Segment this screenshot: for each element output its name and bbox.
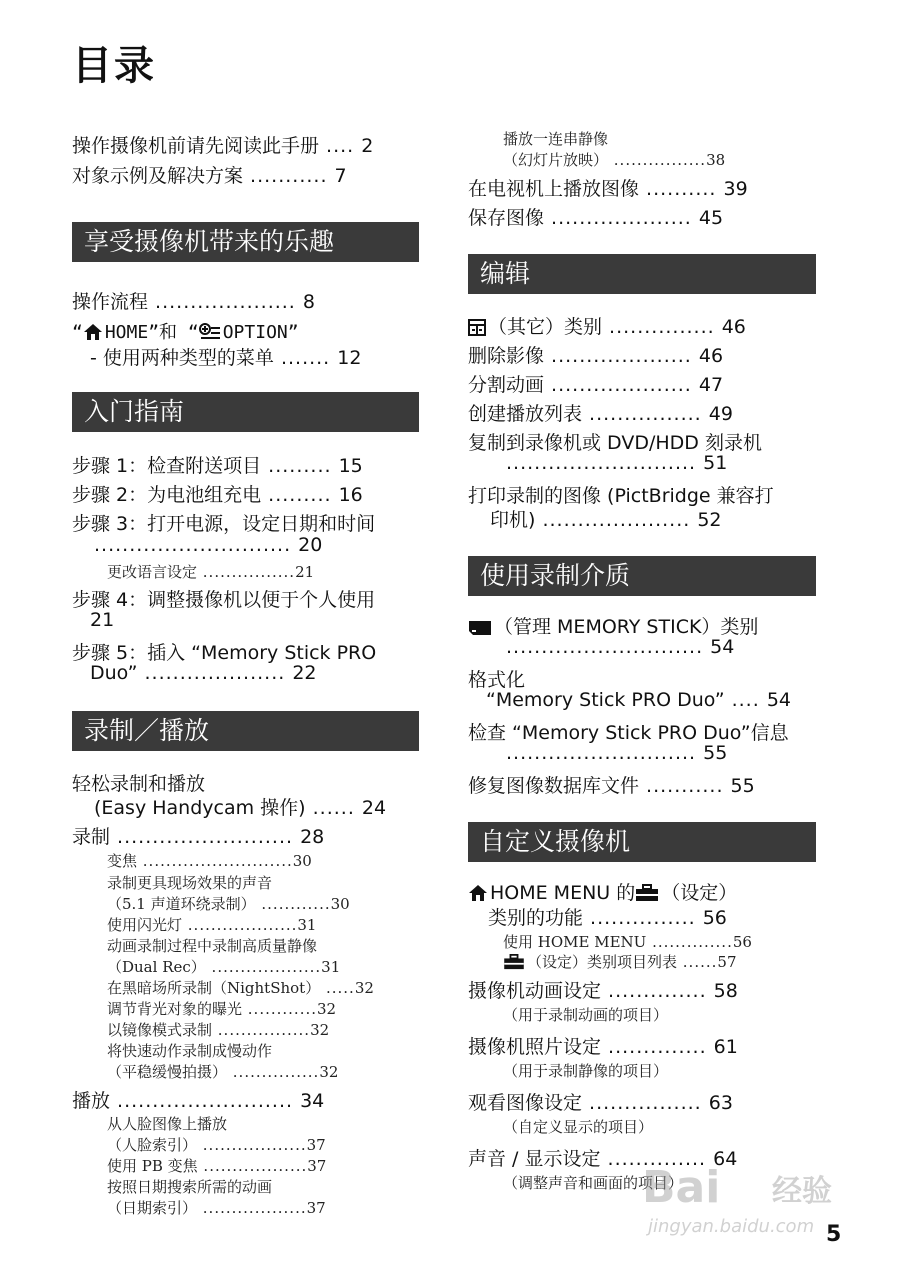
toc-entry[interactable]: 删除影像 .................... 46	[468, 345, 724, 367]
toc-subentry[interactable]: 使用 HOME MENU ..............56	[503, 933, 752, 951]
toc-entry[interactable]: 步骤 3：打开电源，设定日期和时间	[72, 513, 376, 535]
toc-entry[interactable]: 摄像机动画设定 .............. 58	[468, 980, 738, 1002]
watermark-brand-cn: 经验	[772, 1174, 832, 1209]
toc-subentry[interactable]: 调节背光对象的曝光 ............32	[107, 1000, 337, 1018]
toc-subentry[interactable]: 播放一连串静像	[503, 130, 609, 148]
toc-entry[interactable]: 步骤 5：插入 “Memory Stick PRO	[72, 642, 377, 664]
toc-subentry[interactable]: （幻灯片放映） ................38	[503, 151, 726, 169]
toc-entry-cont[interactable]: 21	[90, 609, 115, 631]
toc-entry[interactable]: HOME MENU 的 （设定）	[468, 878, 737, 907]
toc-entry[interactable]: - 使用两种类型的菜单 ....... 12	[90, 347, 362, 369]
toc-subentry[interactable]: （Dual Rec） ...................31	[107, 958, 341, 976]
toc-subentry: （自定义显示的项目）	[503, 1118, 654, 1136]
toc-entry-cont[interactable]: “Memory Stick PRO Duo” .... 54	[486, 689, 791, 711]
toc-entry-cont[interactable]: 类别的功能 ............... 56	[488, 907, 727, 929]
toc-entry[interactable]: 观看图像设定 ................ 63	[468, 1092, 733, 1114]
toc-subentry[interactable]: 以镜像模式录制 ................32	[107, 1021, 330, 1039]
toc-entry[interactable]: 创建播放列表 ................ 49	[468, 403, 733, 425]
toc-entry[interactable]: 轻松录制和播放	[72, 773, 206, 795]
toc-subentry: （用于录制动画的项目）	[503, 1006, 669, 1024]
toc-subentry[interactable]: （设定）类别项目列表 ......57	[503, 951, 737, 974]
toc-entry[interactable]: （管理 MEMORY STICK）类别	[468, 612, 758, 641]
toc-entry[interactable]: 步骤 4：调整摄像机以便于个人使用	[72, 589, 376, 611]
toc-subentry[interactable]: 动画录制过程中录制高质量静像	[107, 937, 318, 955]
toc-entry[interactable]: 步骤 2：为电池组充电 ......... 16	[72, 484, 363, 506]
toc-entry[interactable]: 录制 ......................... 28	[72, 826, 325, 848]
toc-entry-cont[interactable]: Duo” .................... 22	[90, 662, 317, 684]
page-title: 目录	[72, 43, 156, 89]
toc-subentry[interactable]: 按照日期搜索所需的动画	[107, 1178, 273, 1196]
memory-stick-icon	[468, 619, 492, 641]
toc-entry[interactable]: 修复图像数据库文件 ........... 55	[468, 775, 755, 797]
section-header: 录制／播放	[72, 711, 419, 751]
section-header: 享受摄像机带来的乐趣	[72, 222, 419, 262]
toc-entry[interactable]: 步骤 1：检查附送项目 ......... 15	[72, 455, 363, 477]
toc-entry-cont[interactable]: 印机) ..................... 52	[490, 509, 722, 531]
toc-entry[interactable]: 声音 / 显示设定 .............. 64	[468, 1148, 738, 1170]
watermark-brand: Bai	[642, 1162, 721, 1213]
toc-subentry[interactable]: 使用闪光灯 ...................31	[107, 916, 317, 934]
toc-subentry[interactable]: （日期索引） ..................37	[107, 1199, 326, 1217]
toc-entry[interactable]: 格式化	[468, 669, 526, 691]
toc-entry[interactable]: 对象示例及解决方案 ........... 7	[72, 165, 347, 187]
toc-entry[interactable]: （其它）类别 ............... 46	[468, 312, 746, 341]
toc-entry[interactable]: 播放 ......................... 34	[72, 1090, 325, 1112]
toc-entry-cont[interactable]: ........................... 51	[506, 452, 728, 474]
toc-subentry[interactable]: 在黑暗场所录制（NightShot） .....32	[107, 979, 374, 997]
home-icon	[468, 884, 488, 907]
toc-subentry[interactable]: 变焦 ..........................30	[107, 852, 312, 870]
toc-subentry[interactable]: 将快速动作录制成慢动作	[107, 1042, 273, 1060]
toc-subentry[interactable]: 更改语言设定 ................21	[107, 563, 315, 581]
toc-entry[interactable]: 打印录制的图像 (PictBridge 兼容打	[468, 485, 774, 507]
toc-subentry[interactable]: 录制更具现场效果的声音	[107, 874, 273, 892]
toc-entry-cont[interactable]: ........................... 55	[506, 742, 728, 764]
toc-entry-cont[interactable]: ............................ 54	[506, 636, 735, 658]
toc-entry[interactable]: 检查 “Memory Stick PRO Duo”信息	[468, 722, 789, 744]
toc-subentry: （调整声音和画面的项目）	[503, 1174, 684, 1192]
toc-entry[interactable]: 分割动画 .................... 47	[468, 374, 724, 396]
section-header: 自定义摄像机	[468, 822, 816, 862]
other-category-icon	[468, 319, 486, 341]
toc-entry[interactable]: 复制到录像机或 DVD/HDD 刻录机	[468, 432, 762, 454]
toc-subentry[interactable]: 使用 PB 变焦 ..................37	[107, 1157, 327, 1175]
toc-entry[interactable]: 操作摄像机前请先阅读此手册 .... 2	[72, 135, 374, 157]
toc-entry[interactable]: “ HOME”和 “ OPTION”	[72, 318, 299, 346]
baidu-jingyan-watermark	[642, 1162, 847, 1242]
toc-subentry[interactable]: （平稳缓慢拍摄） ...............32	[107, 1063, 339, 1081]
toc-entry[interactable]: 操作流程 .................... 8	[72, 291, 315, 313]
toc-entry-cont[interactable]: (Easy Handycam 操作) ...... 24	[94, 797, 387, 819]
toolbox-icon	[503, 954, 525, 974]
watermark-url: jingyan.baidu.com	[648, 1216, 815, 1237]
toc-entry[interactable]: 保存图像 .................... 45	[468, 207, 724, 229]
toc-subentry[interactable]: （人脸索引） ..................37	[107, 1136, 326, 1154]
page-number: 5	[826, 1222, 842, 1247]
section-header: 使用录制介质	[468, 556, 816, 596]
toc-subentry[interactable]: （5.1 声道环绕录制） ............30	[107, 895, 350, 913]
toc-entry[interactable]: 摄像机照片设定 .............. 61	[468, 1036, 738, 1058]
toc-entry[interactable]: 在电视机上播放图像 .......... 39	[468, 178, 748, 200]
section-header: 入门指南	[72, 392, 419, 432]
section-header: 编辑	[468, 254, 816, 294]
toc-subentry: （用于录制静像的项目）	[503, 1062, 669, 1080]
toc-subentry[interactable]: 从人脸图像上播放	[107, 1115, 228, 1133]
toc-entry-cont[interactable]: ............................ 20	[94, 534, 323, 556]
